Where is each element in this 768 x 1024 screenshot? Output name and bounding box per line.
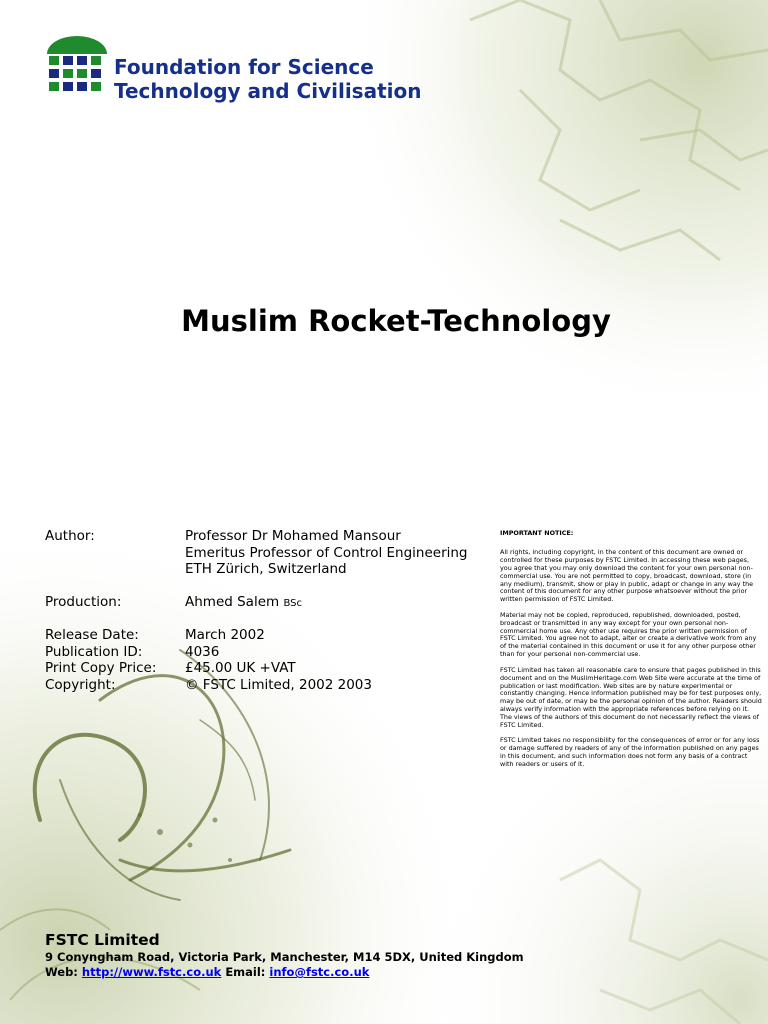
author-role: Emeritus Professor of Control Engineering xyxy=(185,544,468,561)
email-label: Email: xyxy=(225,965,266,979)
fstc-logo xyxy=(47,36,107,100)
author-name: Professor Dr Mohamed Mansour xyxy=(185,528,401,544)
company-name: FSTC Limited xyxy=(45,931,160,949)
company-address: 9 Conyngham Road, Victoria Park, Manchester, M14 5DX, United Kingdom xyxy=(45,950,524,964)
web-label: Web: xyxy=(45,965,78,979)
print-price-label: Print Copy Price: xyxy=(45,660,157,676)
production-degree: BSc xyxy=(283,597,302,609)
document-title: Muslim Rocket-Technology xyxy=(181,304,611,338)
release-date-label: Release Date: xyxy=(45,627,139,643)
copyright-value: © FSTC Limited, 2002 2003 xyxy=(185,676,372,693)
organization-name-line2: Technology and Civilisation xyxy=(114,79,422,103)
release-date-value: March 2002 xyxy=(185,627,265,643)
production-name: Ahmed Salem xyxy=(185,593,280,610)
website-link[interactable]: http://www.fstc.co.uk xyxy=(81,965,222,979)
footer xyxy=(45,930,524,980)
production-label: Production: xyxy=(45,593,122,610)
publication-id-value: 4036 xyxy=(185,643,220,660)
copyright-label: Copyright: xyxy=(45,676,116,693)
organization-name xyxy=(114,55,421,103)
email-link[interactable]: info@fstc.co.uk xyxy=(269,965,370,979)
publication-id-label: Publication ID: xyxy=(45,643,143,660)
notice-paragraph: Material may not be copied, reproduced, republished, downloaded, posted, broadcast or transmitted in any way except for your own personal non-commercial home use. Any other use requires the prior written permission of FSTC Limited. You agree not to adapt, alter or create a derivative work from any of the material contained in this document or use it for any other purpose other than for your personal non-commercial use. xyxy=(500,610,757,659)
author-label: Author: xyxy=(45,528,95,544)
notice-paragraph: FSTC Limited takes no responsibility for the consequences of error or for any loss or damage suffered by readers of any of the information published on any pages in this document, and such information does not form any basis of a contract with readers or users of it. xyxy=(500,736,760,769)
notice-paragraph: FSTC Limited has taken all reasonable care to ensure that pages published in this document and on the MuslimHeritage.com Web Site were accurate at the time of publication or last modification. Web sites are by nature experimental or constantly changing. Hence information published may be for test purposes only, may be out of date, or may be the personal opinion of the author. Readers should always verify information with the appropriate references before relying on it. The views of the authors of this document do not necessarily reflect the views of FSTC Limited. xyxy=(500,665,762,730)
organization-name-line1: Foundation for Science xyxy=(114,55,374,79)
important-notice xyxy=(500,530,762,777)
notice-paragraph: All rights, including copyright, in the content of this document are owned or controlled for these purposes by FSTC Limited. In accessing these web pages, you agree that you may only download the content for your own personal non-commercial use. You are not permitted to copy, broadcast, download, store (in any medium), transmit, show or play in public, adapt or change in any way the content of this document for any other purpose whatsoever without the prior written permission of FSTC Limited. xyxy=(500,547,754,604)
notice-heading: IMPORTANT NOTICE: xyxy=(500,529,574,537)
publication-details xyxy=(45,528,468,693)
print-price-value: £45.00 UK +VAT xyxy=(185,660,296,676)
author-affiliation: ETH Zürich, Switzerland xyxy=(185,561,347,577)
contact-line xyxy=(45,965,524,980)
